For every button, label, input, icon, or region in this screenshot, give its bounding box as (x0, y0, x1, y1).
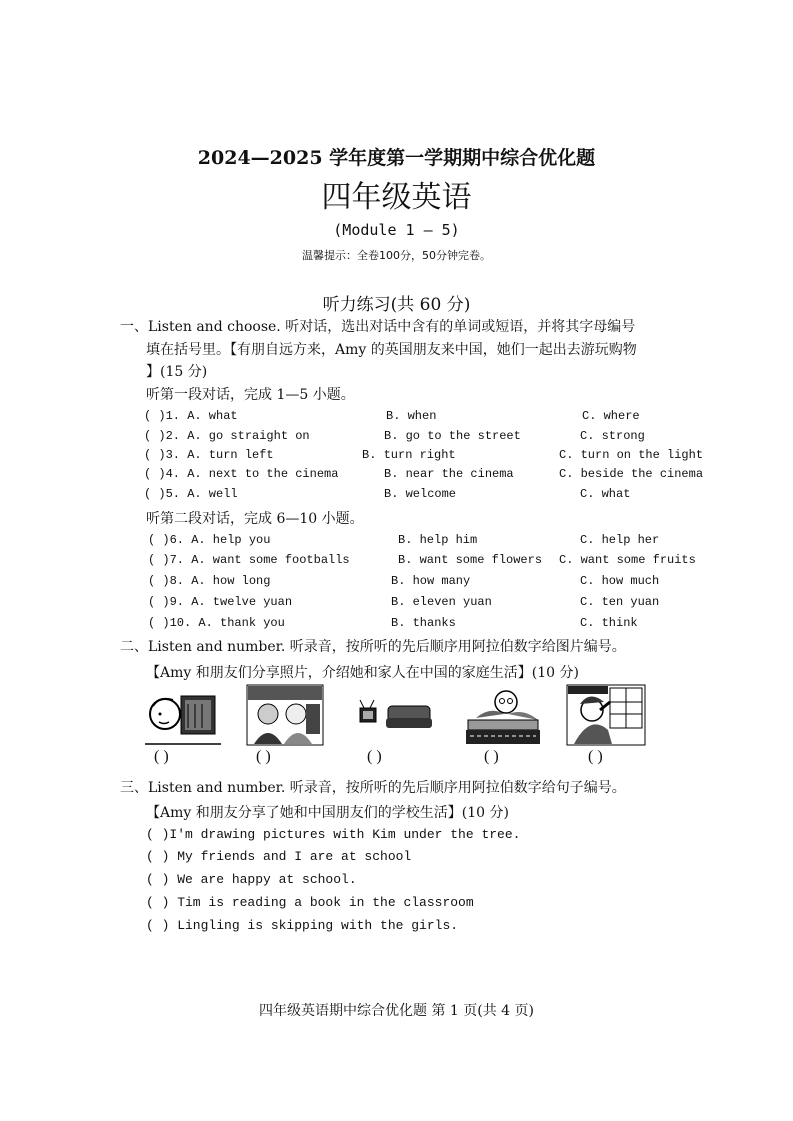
section2-instruction-line1: 二、Listen and number. 听录音，按所听的先后顺序用阿拉伯数字给图片编号。 (120, 639, 626, 655)
sentence-row[interactable]: ( ) We are happy at school. (146, 872, 357, 887)
part-title: 听力练习(共 60 分) (322, 295, 471, 315)
option-b: B. help him (398, 533, 478, 547)
option-c: C. think (580, 616, 638, 630)
option-c: C. turn on the light (559, 448, 704, 462)
section1-instruction-line3: 】(15 分) (146, 364, 208, 380)
exam-title: 2024—2025 学年度第一学期期中综合优化题 (197, 147, 596, 169)
family-dinner-picture (462, 684, 542, 746)
section3-instruction-line2: 【Amy 和朋友分享了她和中国朋友们的学校生活】(10 分) (146, 805, 509, 821)
option-b: B. near the cinema (384, 467, 514, 481)
option-c: C. what (580, 487, 631, 501)
section3-instruction-line1: 三、Listen and number. 听录音，按所听的先后顺序用阿拉伯数字给句子编号。 (120, 780, 626, 796)
question-row[interactable]: ( )7. A. want some footballs (148, 553, 350, 567)
boy-listening-picture (143, 684, 223, 746)
option-c: C. how much (580, 574, 660, 588)
option-b: B. how many (391, 574, 471, 588)
picture-answer-blank[interactable]: ( ) (484, 748, 499, 765)
section1-instruction-line2: 填在括号里。【有朋自远方来，Amy 的英国朋友来中国，她们一起出去游玩购物 (146, 342, 637, 358)
option-b: B. go to the street (384, 429, 521, 443)
picture-answer-blank[interactable]: ( ) (367, 748, 382, 765)
question-row[interactable]: ( )4. A. next to the cinema (144, 467, 339, 481)
question-row[interactable]: ( )10. A. thank you (148, 616, 285, 630)
sentence-row[interactable]: ( )I'm drawing pictures with Kim under the tree. (146, 827, 521, 842)
question-row[interactable]: ( )6. A. help you (148, 533, 271, 547)
option-b: B. want some flowers (398, 553, 543, 567)
sentence-row[interactable]: ( ) Tim is reading a book in the classroom (146, 895, 474, 910)
group1-title: 听第一段对话，完成 1—5 小题。 (146, 387, 355, 403)
question-row[interactable]: ( )5. A. well (144, 487, 238, 501)
option-c: C. beside the cinema (559, 467, 704, 481)
option-b: B. welcome (384, 487, 457, 501)
option-c: C. ten yuan (580, 595, 660, 609)
section1-instruction-line1: 一、Listen and choose. 听对话，选出对话中含有的单词或短语，并将其字母编号 (120, 319, 636, 335)
picture-answer-blank[interactable]: ( ) (154, 748, 169, 765)
question-row[interactable]: ( )9. A. twelve yuan (148, 595, 293, 609)
sentence-row[interactable]: ( ) Lingling is skipping with the girls. (146, 918, 459, 933)
picture-answer-blank[interactable]: ( ) (588, 748, 603, 765)
question-row[interactable]: ( )2. A. go straight on (144, 429, 310, 443)
family-cooking-picture (246, 684, 324, 746)
option-b: B. thanks (391, 616, 456, 630)
module-range: (Module 1 — 5) (333, 221, 460, 239)
section2-instruction-line2: 【Amy 和朋友们分享照片，介绍她和家人在中国的家庭生活】(10 分) (146, 665, 579, 681)
person-phone-picture (566, 684, 646, 746)
tv-sofa-picture (356, 684, 434, 746)
option-b: B. turn right (362, 448, 456, 462)
picture-answer-blank[interactable]: ( ) (256, 748, 271, 765)
option-c: C. help her (580, 533, 660, 547)
question-row[interactable]: ( )8. A. how long (148, 574, 271, 588)
sentence-row[interactable]: ( ) My friends and I are at school (146, 849, 412, 864)
page-footer: 四年级英语期中综合优化题 第 1 页(共 4 页) (259, 1003, 534, 1019)
question-row[interactable]: ( )3. A. turn left (144, 448, 274, 462)
question-row[interactable]: ( )1. A. what (144, 409, 238, 423)
exam-tip: 温馨提示：全卷100分，50分钟完卷。 (302, 249, 491, 262)
group2-title: 听第二段对话，完成 6—10 小题。 (146, 511, 364, 527)
subject-title: 四年级英语 (321, 180, 472, 215)
option-b: B. when (386, 409, 437, 423)
option-c: C. want some fruits (559, 553, 696, 567)
option-c: C. where (582, 409, 640, 423)
option-c: C. strong (580, 429, 645, 443)
option-b: B. eleven yuan (391, 595, 492, 609)
